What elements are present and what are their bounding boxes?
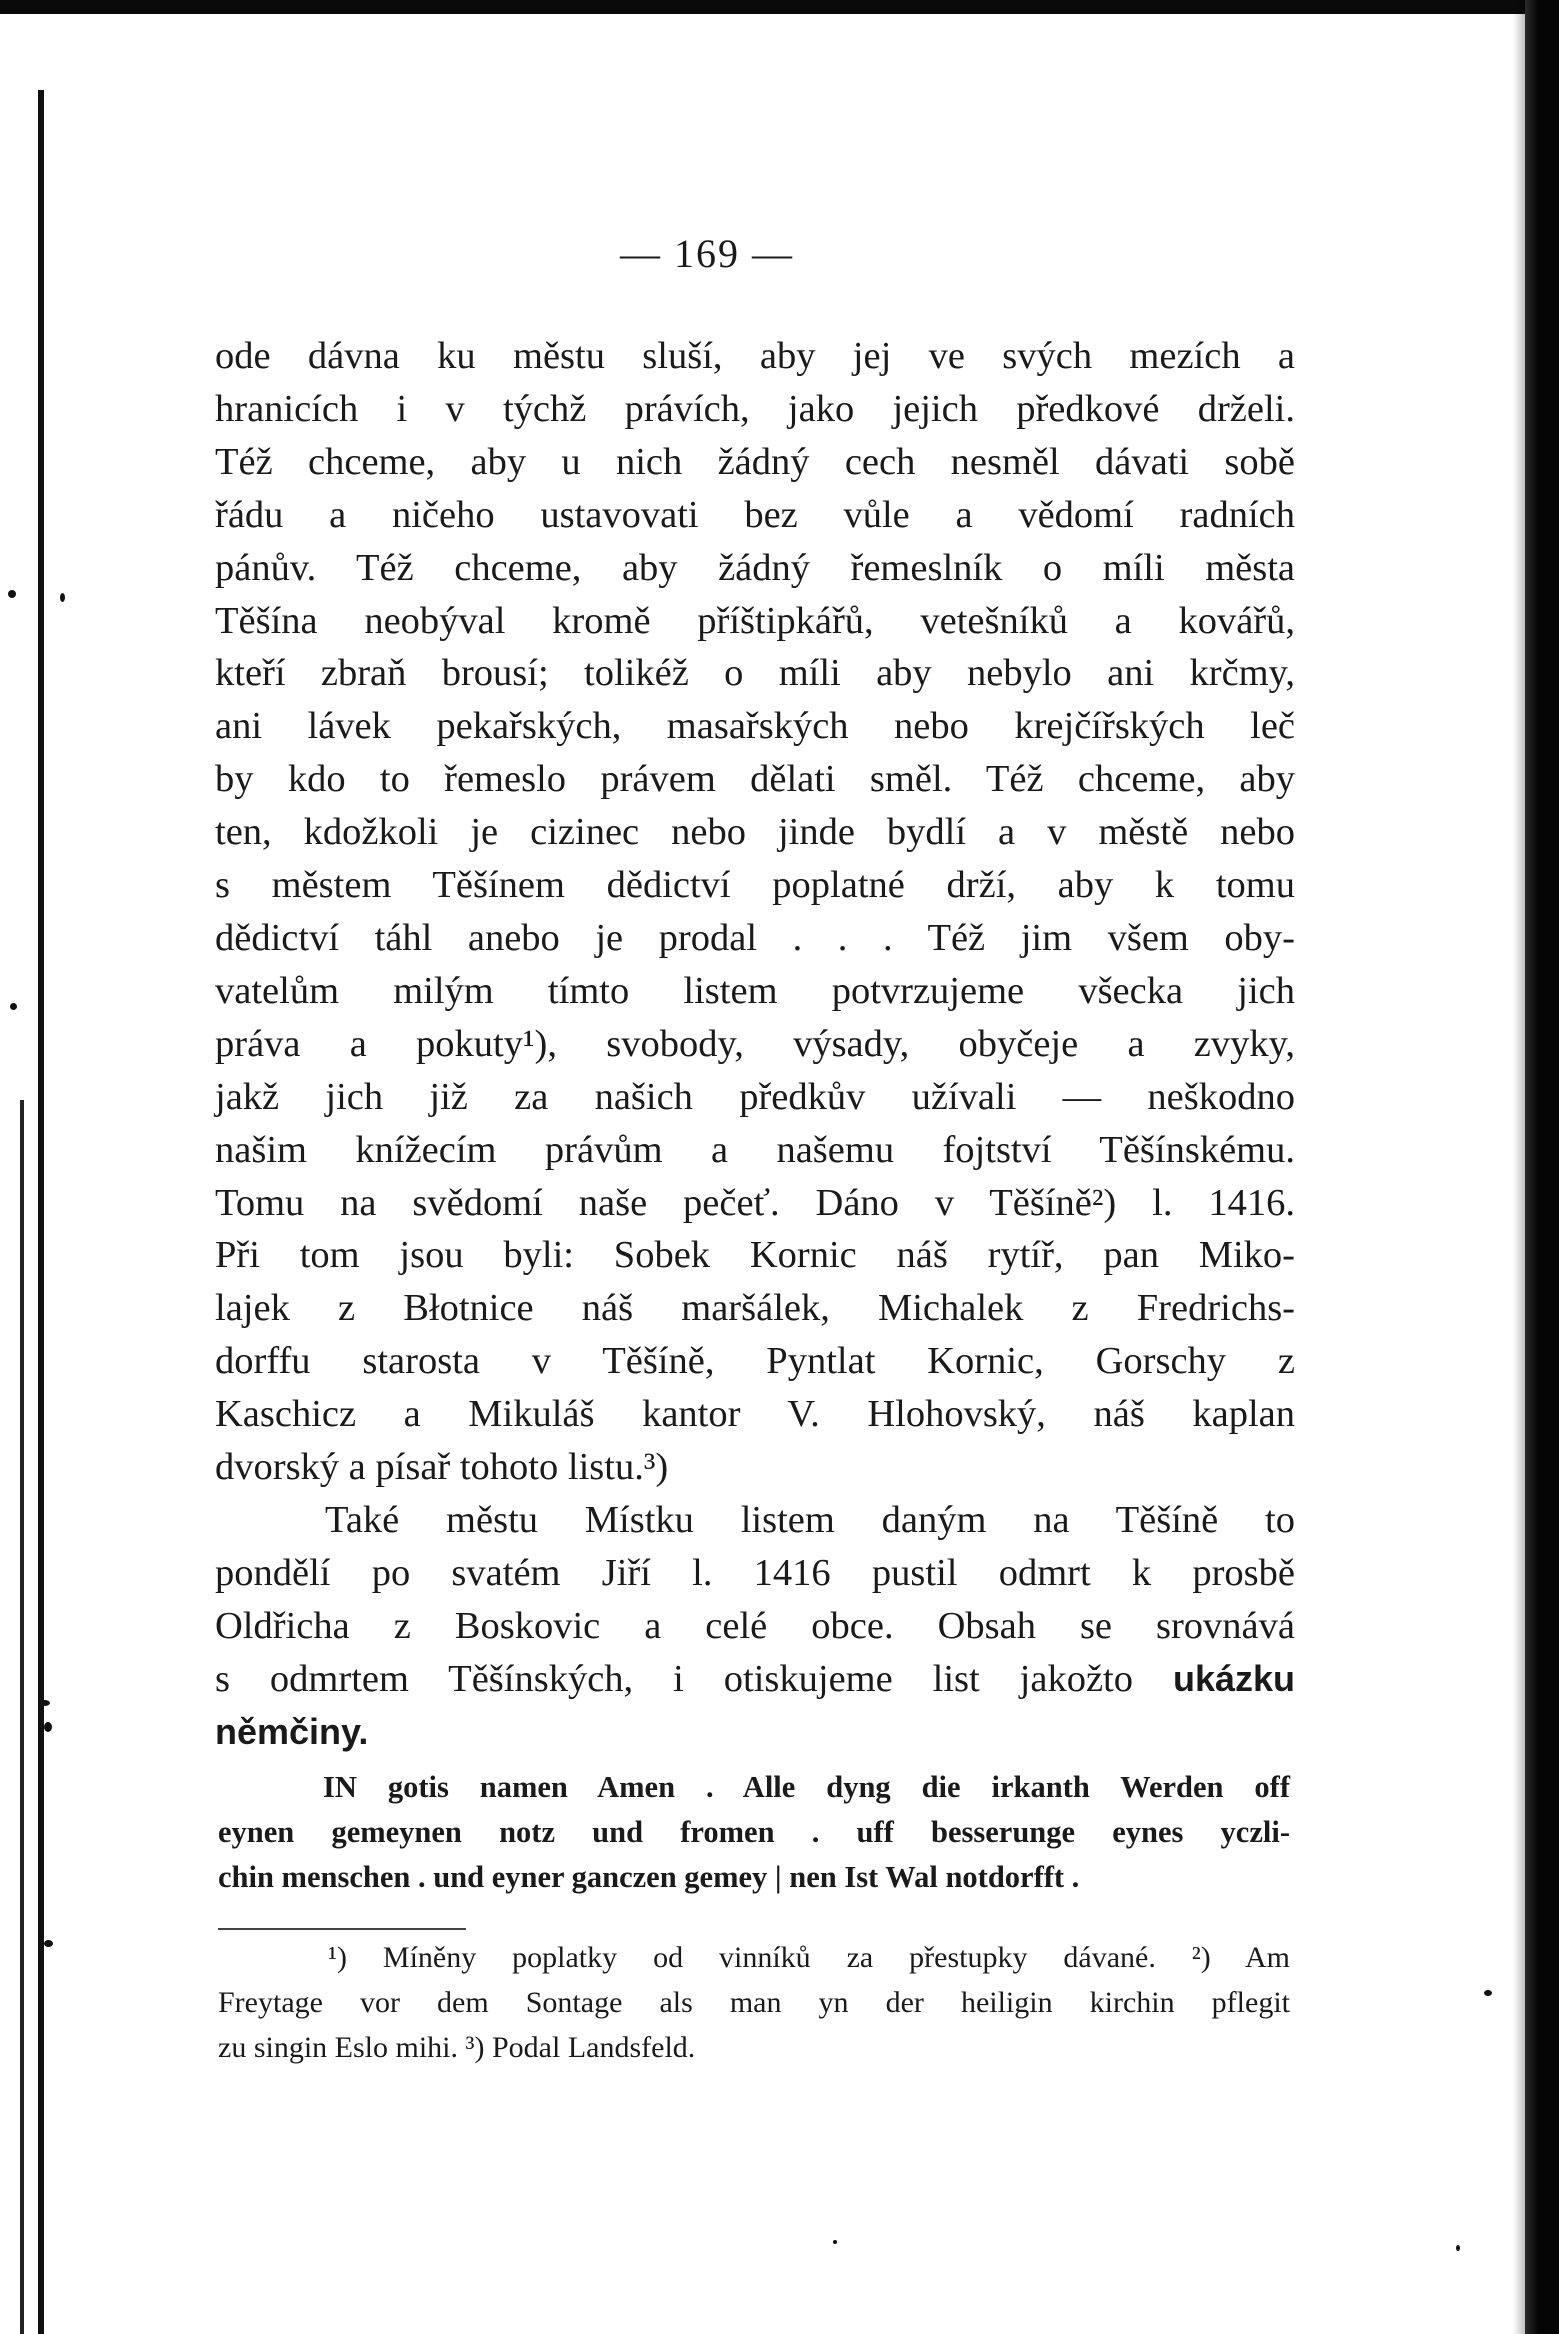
text-line: našim knížecím právům a našemu fojtství Těšínskému. (215, 1128, 1295, 1171)
footnote-line: ¹) Míněny poplatky od vinníků za přestupky dávané. ²) Am (328, 1941, 1290, 1974)
text-line: Těšína neobýval kromě příštipkářů, vetešníků a kovářů, (215, 599, 1295, 642)
text-line: Též chceme, aby u nich žádný cech nesměl dávati sobě (215, 440, 1295, 483)
text-line (215, 1706, 1295, 1759)
scan-speck (44, 1940, 53, 1947)
binding-edge-secondary (20, 1100, 24, 2334)
text-line: dvorský a písař tohoto listu.³) (215, 1446, 669, 1489)
text-line: Při tom jsou byli: Sobek Kornic náš rytíř, pan Miko- (215, 1234, 1295, 1277)
main-text (215, 330, 1295, 1758)
emphasis-text: němčiny. (215, 1710, 369, 1752)
text-line: jakž jich již za našich předkův užívali — neškodno (215, 1075, 1295, 1118)
footnote-divider (218, 1928, 466, 1930)
page-number: — 169 — (620, 231, 794, 276)
scan-speck (44, 1722, 52, 1732)
scan-border-top (0, 0, 1559, 14)
emphasis-text: ukázku (1172, 1657, 1295, 1699)
german-line: chin menschen . und eyner ganczen gemey | nen Ist Wal notdorfft . (218, 1860, 1080, 1894)
text-line: dorffu starosta v Těšíně, Pyntlat Kornic, Gorschy z (215, 1340, 1295, 1383)
scan-speck (1456, 2245, 1460, 2251)
text-line: hranicích i v týchž právích, jako jejich předkové drželi. (215, 387, 1295, 430)
text-line: Kaschicz a Mikuláš kantor V. Hlohovský, náš kaplan (215, 1393, 1295, 1436)
scan-shadow-right (1513, 0, 1525, 2334)
text-line: kteří zbraň brousí; tolikéž o míli aby nebylo ani krčmy, (215, 652, 1295, 695)
footnote-line: zu singin Eslo mihi. ³) Podal Landsfeld. (218, 2031, 696, 2064)
german-line: IN gotis namen Amen . Alle dyng die irkanth Werden off (323, 1770, 1290, 1804)
text-line: vatelům milým tímto listem potvrzujeme všecka jich (215, 969, 1295, 1012)
text-line: Tomu na svědomí naše pečeť. Dáno v Těšíně²) l. 1416. (215, 1181, 1295, 1224)
text-line: Oldřicha z Boskovic a celé obce. Obsah se srovnává (215, 1604, 1295, 1647)
text-line: práva a pokuty¹), svobody, výsady, obyčeje a zvyky, (215, 1022, 1295, 1065)
footnotes (218, 1935, 1290, 2070)
text-line: pánův. Též chceme, aby žádný řemeslník o míli města (215, 546, 1295, 589)
text-line: ten, kdožkoli je cizinec nebo jinde bydlí a v městě nebo (215, 811, 1295, 854)
text-line: ode dávna ku městu sluší, aby jej ve svých mezích a (215, 335, 1295, 377)
text-line-with-emphasis (215, 1653, 1295, 1706)
scan-speck (10, 1003, 17, 1010)
scan-speck (60, 593, 65, 602)
scan-speck (40, 1700, 50, 1706)
scan-speck (833, 2240, 837, 2244)
text-line: lajek z Błotnice náš maršálek, Michalek z Fredrichs- (215, 1287, 1295, 1330)
german-line: eynen gemeynen notz und fromen . uff besserunge eynes yczli- (218, 1815, 1290, 1849)
scan-speck (8, 590, 16, 598)
text-line: dědictví táhl anebo je prodal . . . Též jim všem oby- (215, 916, 1295, 959)
binding-edge (38, 90, 44, 2334)
text-line: s městem Těšínem dědictví poplatné drží, aby k tomu (215, 864, 1295, 907)
text-line: Také městu Místku listem daným na Těšíně to (325, 1498, 1295, 1541)
text-line: by kdo to řemeslo právem dělati směl. Též chceme, aby (215, 758, 1295, 801)
text-line: pondělí po svatém Jiří l. 1416 pustil odmrt k prosbě (215, 1551, 1295, 1594)
german-quotation (218, 1765, 1290, 1900)
scan-speck (1484, 1990, 1492, 1996)
text-segment: s odmrtem Těšínských, i otiskujeme list jakožto (215, 1657, 1133, 1700)
text-line: ani lávek pekařských, masařských nebo krejčířských leč (215, 705, 1295, 748)
footnote-line: Freytage vor dem Sontage als man yn der heiligin kirchin pflegit (218, 1986, 1290, 2019)
scan-border-right (1525, 0, 1559, 2334)
text-line: řádu a ničeho ustavovati bez vůle a vědomí radních (215, 493, 1295, 536)
